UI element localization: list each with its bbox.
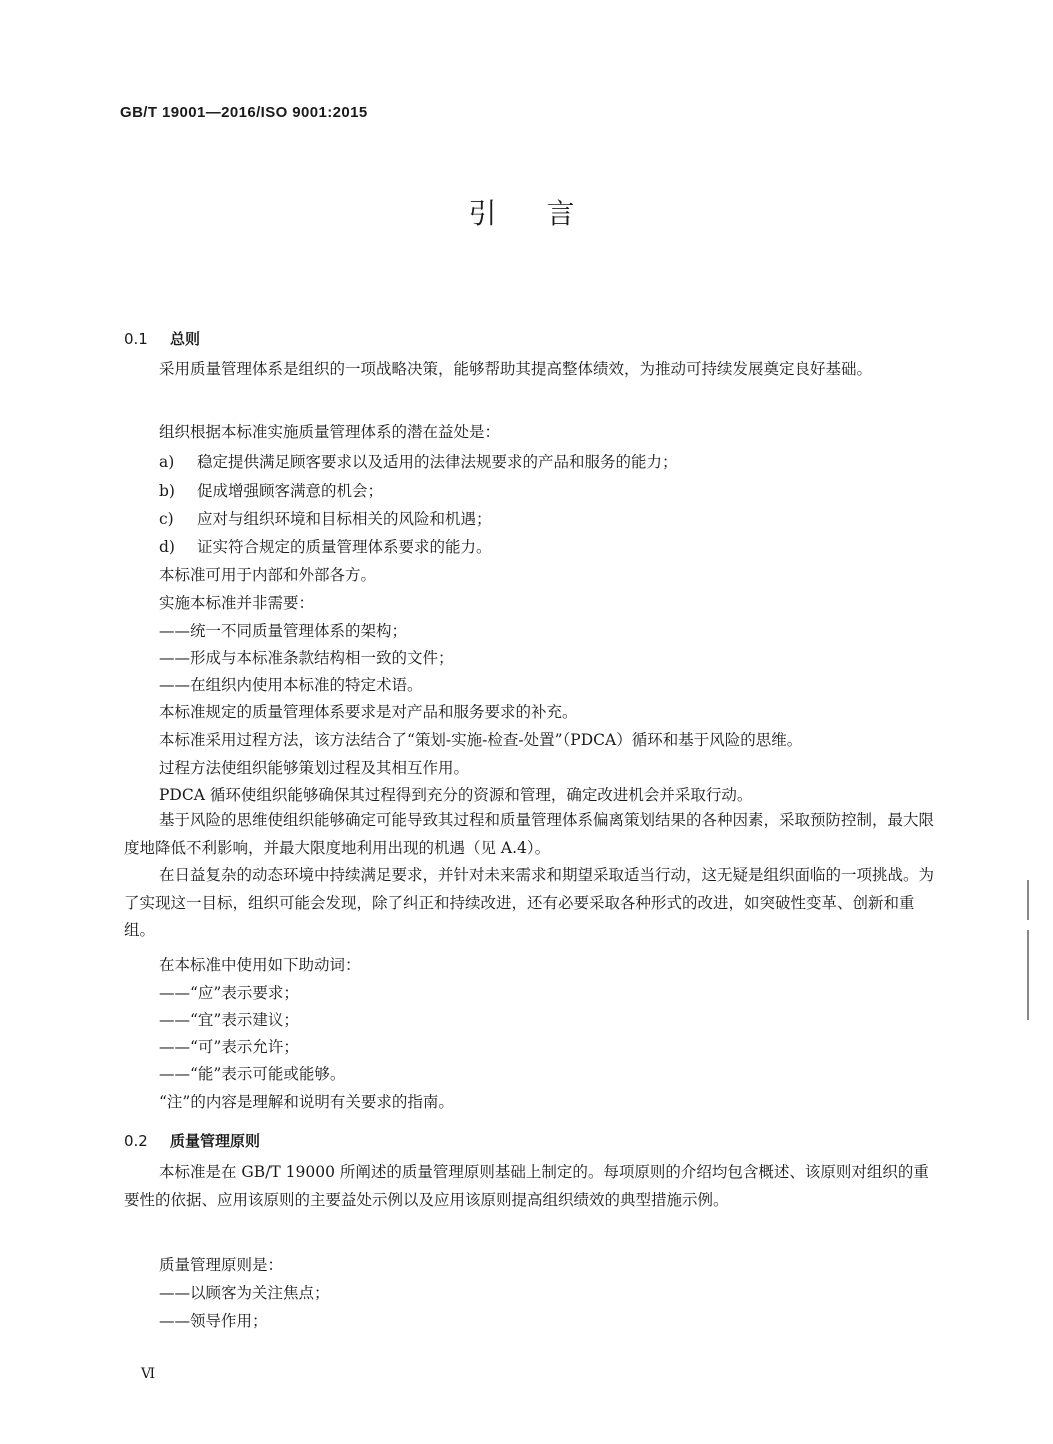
section-title: 质量管理原则	[170, 1132, 261, 1150]
document-header: GB/T 19001—2016/ISO 9001:2015	[120, 104, 368, 121]
scan-margin-mark	[1027, 880, 1029, 920]
dash-item: ——统一不同质量管理体系的架构；	[159, 622, 408, 640]
dash-item: ——领导作用；	[159, 1312, 268, 1330]
dash-item: ——以顾客为关注焦点；	[159, 1284, 330, 1302]
dash-item: ——“宜”表示建议；	[159, 1011, 299, 1029]
paragraph: 在本标准中使用如下助动词：	[159, 956, 361, 974]
paragraph: 本标准采用过程方法，该方法结合了“策划-实施-检查-处置”（PDCA）循环和基于风险的思维。	[159, 731, 803, 749]
list-item-text: 证实符合规定的质量管理体系要求的能力。	[197, 538, 492, 556]
paragraph: 在日益复杂的动态环境中持续满足要求，并针对未来需求和期望采取适当行动，这无疑是组织面临的一项挑战。为了实现这一目标，组织可能会发现，除了纠正和持续改进，还有必要采取各种形式的改进，如突破性变革、创新和重组。	[124, 866, 935, 939]
section-title: 总则	[170, 330, 201, 348]
paragraph: 本标准可用于内部和外部各方。	[159, 566, 377, 584]
paragraph: 过程方法使组织能够策划过程及其相互作用。	[159, 759, 470, 777]
dash-item: ——“应”表示要求；	[159, 984, 299, 1002]
paragraph: 本标准是在 GB/T 19000 所阐述的质量管理原则基础上制定的。每项原则的介绍均包含概述、该原则对组织的重要性的依据、应用该原则的主要益处示例以及应用该原则提高组织绩效的典型措施示例。	[124, 1163, 929, 1209]
list-item-text: 稳定提供满足顾客要求以及适用的法律法规要求的产品和服务的能力；	[197, 453, 678, 471]
paragraph: 质量管理原则是：	[159, 1256, 284, 1274]
list-item	[159, 535, 971, 557]
page-number: Ⅵ	[141, 1366, 156, 1382]
list-item-label: c)	[159, 510, 174, 528]
page-title: 引言	[468, 197, 625, 230]
list-item-label: b)	[159, 482, 175, 500]
paragraph: 本标准规定的质量管理体系要求是对产品和服务要求的补充。	[159, 703, 578, 721]
list-item	[159, 450, 971, 472]
paragraph: 采用质量管理体系是组织的一项战略决策，能够帮助其提高整体绩效，为推动可持续发展奠定良好基础。	[159, 360, 873, 378]
paragraph: “注”的内容是理解和说明有关要求的指南。	[159, 1093, 454, 1111]
list-item	[159, 479, 971, 501]
dash-item: ——在组织内使用本标准的特定术语。	[159, 676, 423, 694]
section-number: 0.1	[124, 330, 148, 348]
list-item-label: d)	[159, 538, 175, 556]
list-item-text: 应对与组织环境和目标相关的风险和机遇；	[197, 510, 492, 528]
section-number: 0.2	[124, 1132, 148, 1150]
list-item-label: a)	[159, 453, 175, 471]
paragraph: 组织根据本标准实施质量管理体系的潜在益处是：	[159, 423, 501, 441]
section-heading-0-2	[124, 1130, 260, 1151]
section-heading-0-1	[124, 328, 200, 349]
dash-item: ——“可”表示允许；	[159, 1038, 299, 1056]
paragraph: PDCA 循环使组织能够确保其过程得到充分的资源和管理，确定改进机会并采取行动。	[159, 786, 753, 804]
list-item	[159, 507, 971, 529]
dash-item: ——“能”表示可能或能够。	[159, 1065, 346, 1083]
dash-item: ——形成与本标准条款结构相一致的文件；	[159, 649, 454, 667]
paragraph: 实施本标准并非需要：	[159, 594, 315, 612]
paragraph: 基于风险的思维使组织能够确定可能导致其过程和质量管理体系偏离策划结果的各种因素，采取预防控制，最大限度地降低不利影响，并最大限度地利用出现的机遇（见 A.4）。	[124, 811, 935, 857]
list-item-text: 促成增强顾客满意的机会；	[197, 482, 384, 500]
scan-margin-mark	[1027, 930, 1029, 1020]
